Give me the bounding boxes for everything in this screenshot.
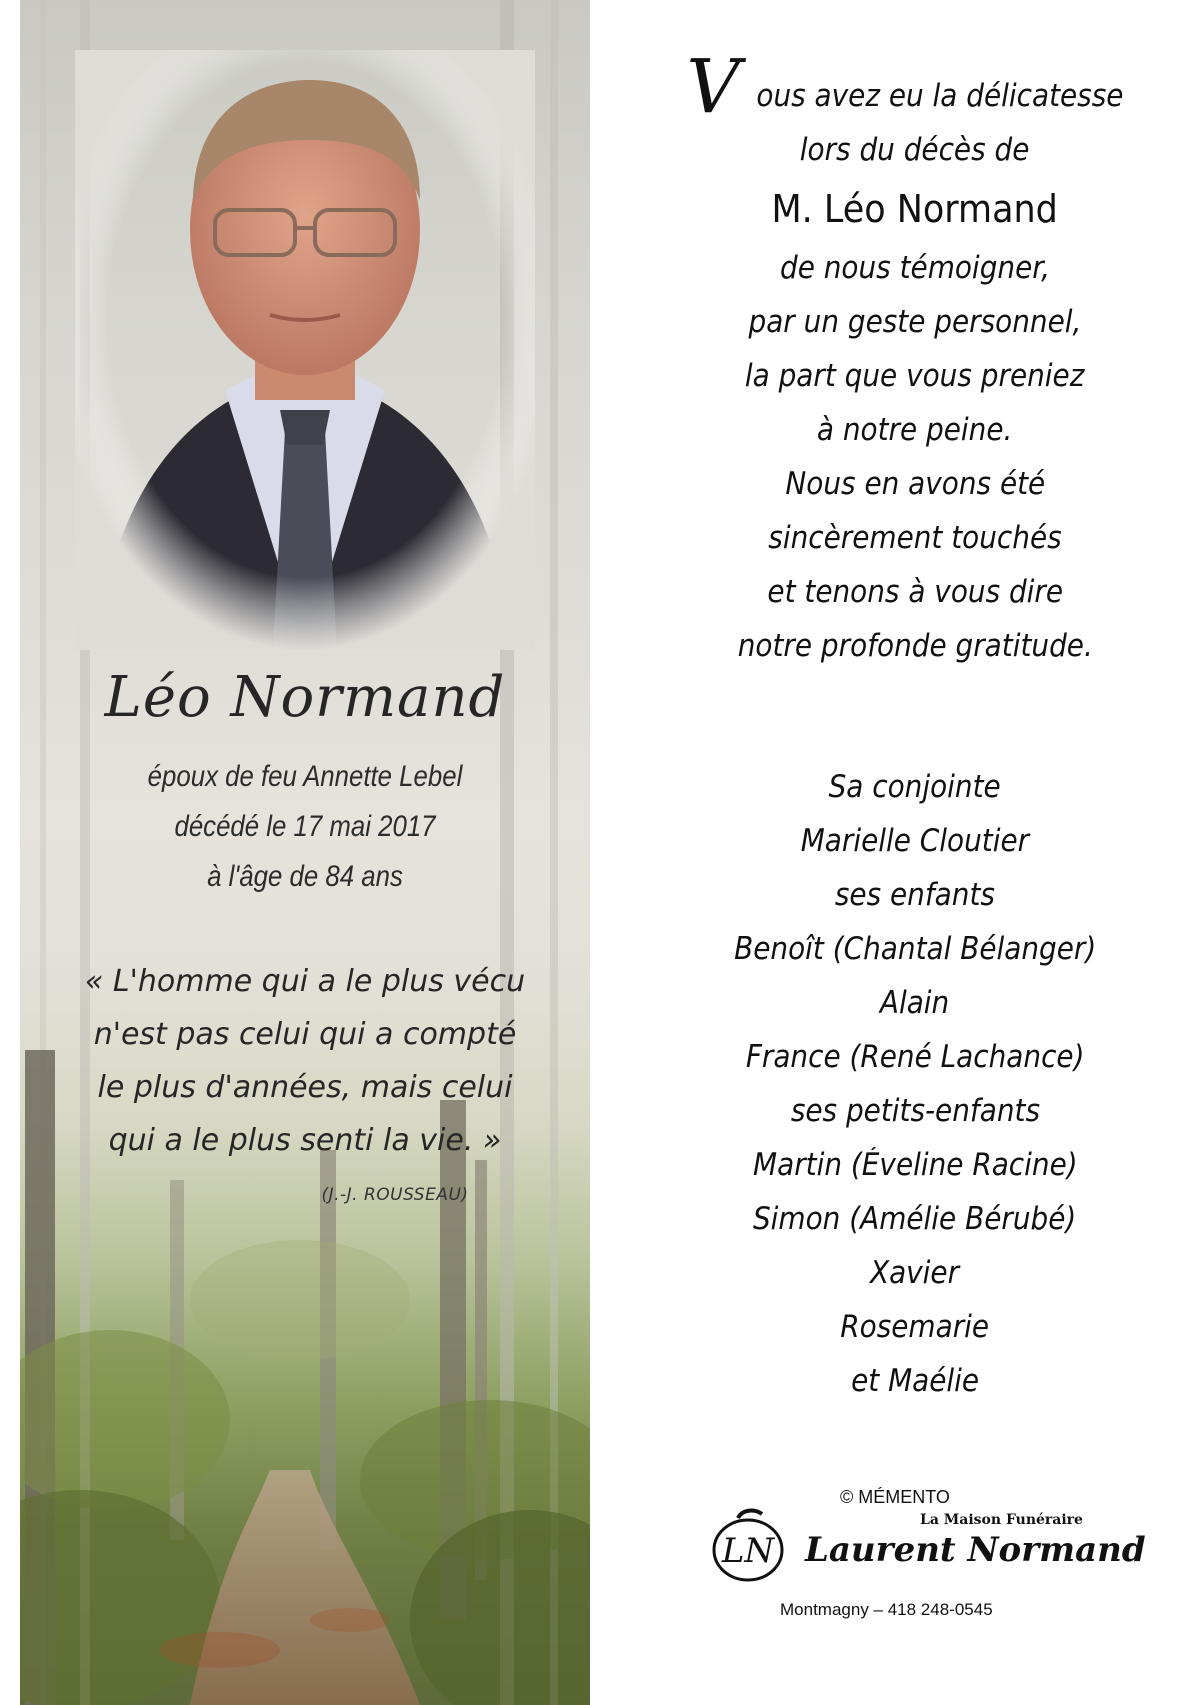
family-line: Martin (Éveline Racine): [752, 1147, 1078, 1183]
message-line: sincèrement touchés: [768, 520, 1062, 556]
message-line: la part que vous preniez: [745, 358, 1085, 394]
family-line: Marielle Cloutier: [800, 823, 1030, 859]
family-line: Sa conjointe: [828, 769, 1002, 805]
family-line: Alain: [880, 985, 950, 1021]
monogram-letters: LN: [721, 1531, 775, 1571]
message-line: lors du décès de: [800, 132, 1030, 168]
deceased-name: Léo Normand: [104, 665, 506, 730]
family-line: France (René Lachance): [745, 1039, 1085, 1075]
message-line: et tenons à vous dire: [767, 574, 1063, 610]
family-list: [660, 760, 1170, 1408]
funeral-home-contact: Montmagny – 418 248-0545: [780, 1600, 993, 1619]
message-line: ous avez eu la délicatesse: [756, 78, 1124, 114]
quote-line: qui a le plus senti la vie. »: [108, 1123, 502, 1158]
memorial-card-left: [20, 0, 590, 1705]
family-line: et Maélie: [851, 1363, 979, 1399]
family-line: Rosemarie: [840, 1309, 990, 1345]
family-line: ses enfants: [834, 877, 996, 913]
portrait-photo: [75, 50, 535, 650]
quote: [50, 955, 560, 1167]
message-first-line: [660, 44, 1170, 130]
funeral-home-label: La Maison Funéraire: [920, 1512, 1083, 1528]
message-line: par un geste personnel,: [748, 304, 1082, 340]
family-line: Xavier: [870, 1255, 960, 1291]
thank-you-message-panel: [620, 0, 1200, 1705]
thank-you-message: [660, 44, 1170, 673]
message-line: à notre peine.: [817, 412, 1013, 448]
detail-line-age: à l'âge de 84 ans: [207, 860, 403, 893]
honoree-name: M. Léo Normand: [771, 187, 1059, 231]
family-line: Benoît (Chantal Bélanger): [733, 931, 1097, 967]
message-line: notre profonde gratitude.: [737, 628, 1093, 664]
funeral-home-monogram-icon: [680, 1500, 810, 1590]
quote-line: « L'homme qui a le plus vécu: [84, 964, 526, 999]
quote-author: (J.-J. ROUSSEAU): [321, 1185, 469, 1205]
drop-cap: V: [686, 44, 740, 130]
copyright-notice: © MÉMENTO: [840, 1487, 950, 1507]
family-line: Simon (Amélie Bérubé): [753, 1201, 1077, 1237]
quote-line: le plus d'années, mais celui: [97, 1070, 513, 1105]
message-line: de nous témoigner,: [779, 250, 1051, 286]
quote-line: n'est pas celui qui a compté: [93, 1017, 517, 1052]
deceased-details: [20, 752, 590, 902]
message-line: Nous en avons été: [785, 466, 1045, 502]
detail-line-date: décédé le 17 mai 2017: [174, 810, 436, 843]
family-line: ses petits-enfants: [790, 1093, 1040, 1129]
funeral-home-name: Laurent Normand: [805, 1530, 1146, 1570]
detail-line-spouse: époux de feu Annette Lebel: [147, 760, 463, 793]
